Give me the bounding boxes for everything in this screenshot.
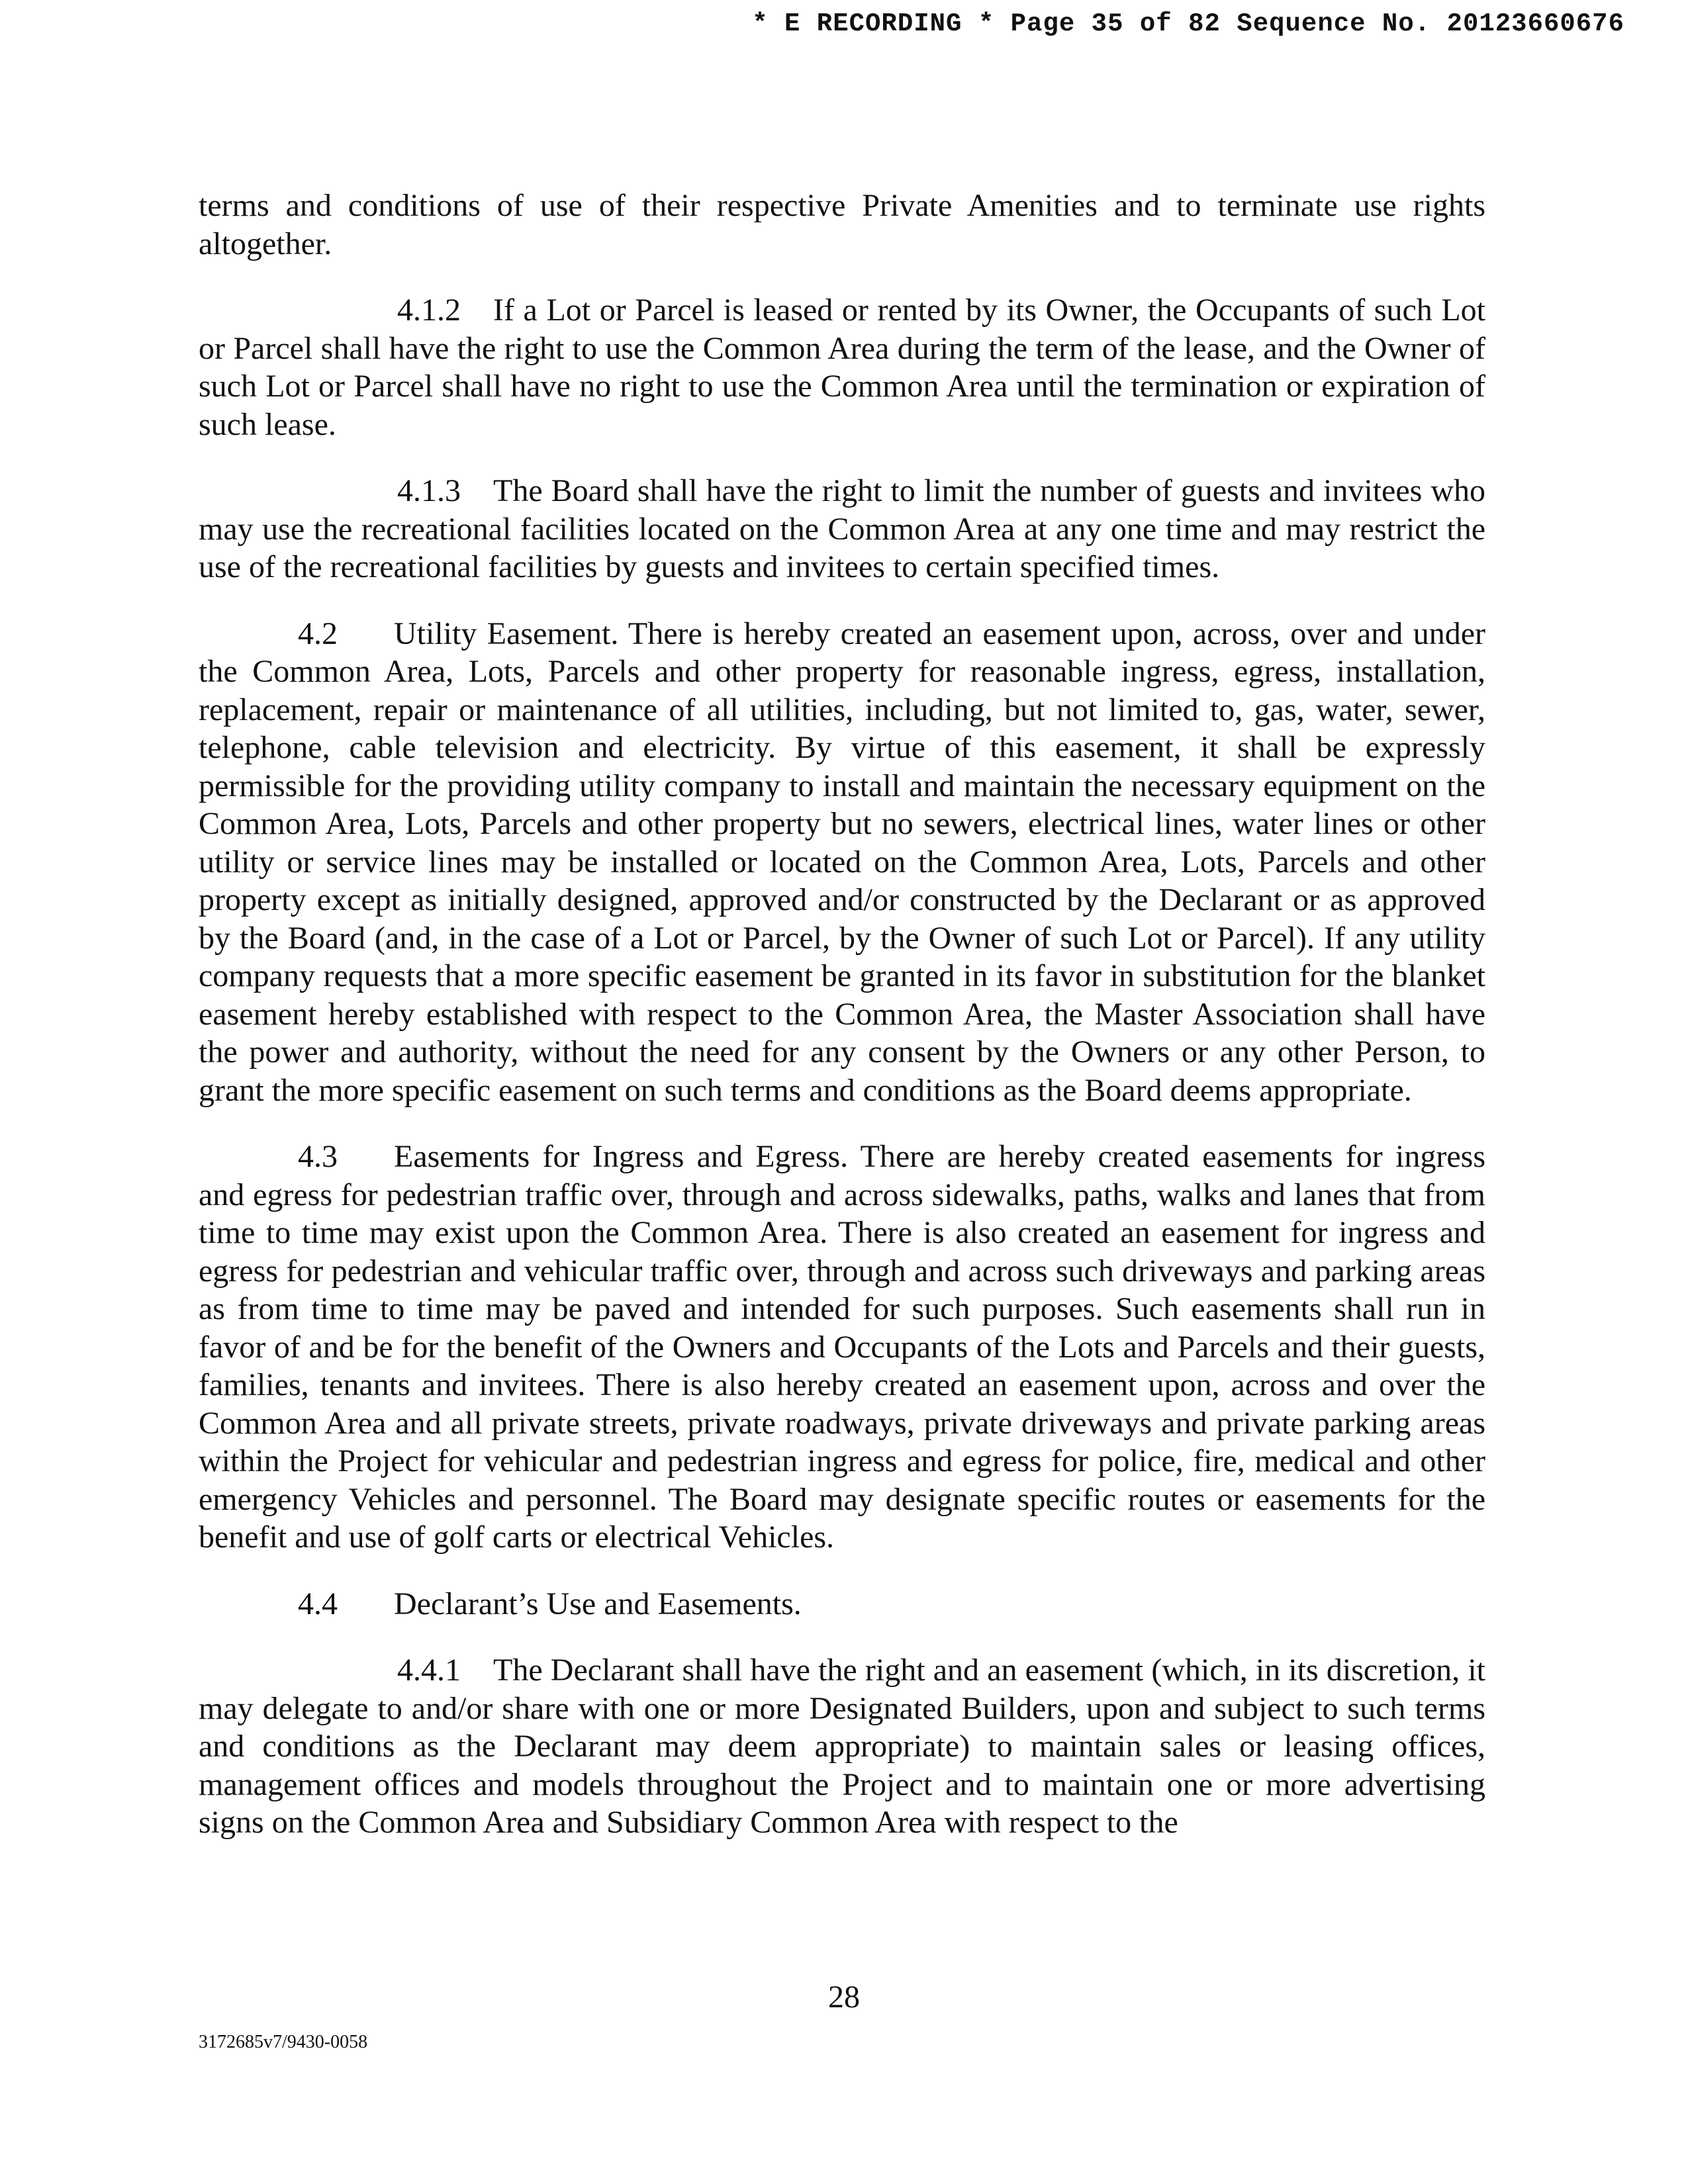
section-number: 4.1.2 <box>397 293 461 328</box>
page-number: 28 <box>828 1979 860 2015</box>
paragraph-continuation: terms and conditions of use of their respective Private Amenities and to terminate use rights altogether. <box>199 188 1485 261</box>
paragraph-4-1-2 <box>199 291 1485 443</box>
paragraph-text: The Board shall have the right to limit the number of guests and invitees who may use the recreational facilities located on the Common Area at any one time and may restrict the use of the recreational facilities by guests and invitees to certain specified times. <box>199 473 1485 584</box>
paragraph-4-4-heading <box>199 1585 1485 1623</box>
paragraph-text: Easements for Ingress and Egress. There are hereby created easements for ingress and egress for pedestrian traffic over, through and across sidewalks, paths, walks and lanes that from time to time may exist upon the Common Area. There is also created an easement for ingress and egress for pedestrian and vehicular traffic over, through and across such driveways and parking areas as from time to time may be paved and intended for such purposes. Such easements shall run in favor of and be for the benefit of the Owners and Occupants of the Lots and Parcels and their guests, families, tenants and invitees. There is also hereby created an easement upon, across and over the Common Area and all private streets, private roadways, private driveways and private parking areas within the Project for vehicular and pedestrian ingress and egress for police, fire, medical and other emergency Vehicles and personnel. The Board may designate specific routes or easements for the benefit and use of golf carts or electrical Vehicles. <box>199 1139 1485 1555</box>
paragraph-4-4-1 <box>199 1651 1485 1842</box>
paragraph-text: If a Lot or Parcel is leased or rented by its Owner, the Occupants of such Lot or Parcel shall have the right to use the Common Area during the term of the lease, and the Owner of such Lot or Parcel shall have no right to use the Common Area until the termination or expiration of such lease. <box>199 293 1485 442</box>
recording-header: * E RECORDING * Page 35 of 82 Sequence No. 20123660676 <box>752 9 1624 38</box>
paragraph-text: Utility Easement. There is hereby created an easement upon, across, over and under the Common Area, Lots, Parcels and other property for reasonable ingress, egress, installation, replacement, repair or maintenance of all utilities, including, but not limited to, gas, water, sewer, telephone, cable television and electricity. By virtue of this easement, it shall be expressly permissible for the providing utility company to install and maintain the necessary equipment on the Common Area, Lots, Parcels and other property but no sewers, electrical lines, water lines or other utility or service lines may be installed or located on the Common Area, Lots, Parcels and other property except as initially designed, approved and/or constructed by the Declarant or as approved by the Board (and, in the case of a Lot or Parcel, by the Owner of such Lot or Parcel). If any utility company requests that a more specific easement be granted in its favor in substitution for the blanket easement hereby established with respect to the Common Area, the Master Association shall have the power and authority, without the need for any consent by the Owners or any other Person, to grant the more specific easement on such terms and conditions as the Board deems appropriate. <box>199 615 1485 1108</box>
section-number: 4.4 <box>298 1586 338 1621</box>
section-number: 4.1.3 <box>397 473 461 508</box>
paragraph-4-2-utility-easement <box>199 615 1485 1110</box>
section-number: 4.2 <box>298 615 338 651</box>
document-code: 3172685v7/9430-0058 <box>199 2032 368 2052</box>
section-heading: Declarant’s Use and Easements. <box>394 1586 802 1621</box>
section-number: 4.4.1 <box>397 1653 461 1688</box>
section-number: 4.3 <box>298 1139 338 1174</box>
paragraph-4-1-3 <box>199 472 1485 586</box>
document-body <box>199 187 1485 1870</box>
paragraph-4-3-ingress-egress <box>199 1138 1485 1557</box>
paragraph-text: The Declarant shall have the right and an easement (which, in its discretion, it may delegate to and/or share with one or more Designated Builders, upon and subject to such terms and conditions as the Declarant may deem appropriate) to maintain sales or leasing offices, management offices and models throughout the Project and to maintain one or more advertising signs on the Common Area and Subsidiary Common Area with respect to the <box>199 1653 1485 1840</box>
